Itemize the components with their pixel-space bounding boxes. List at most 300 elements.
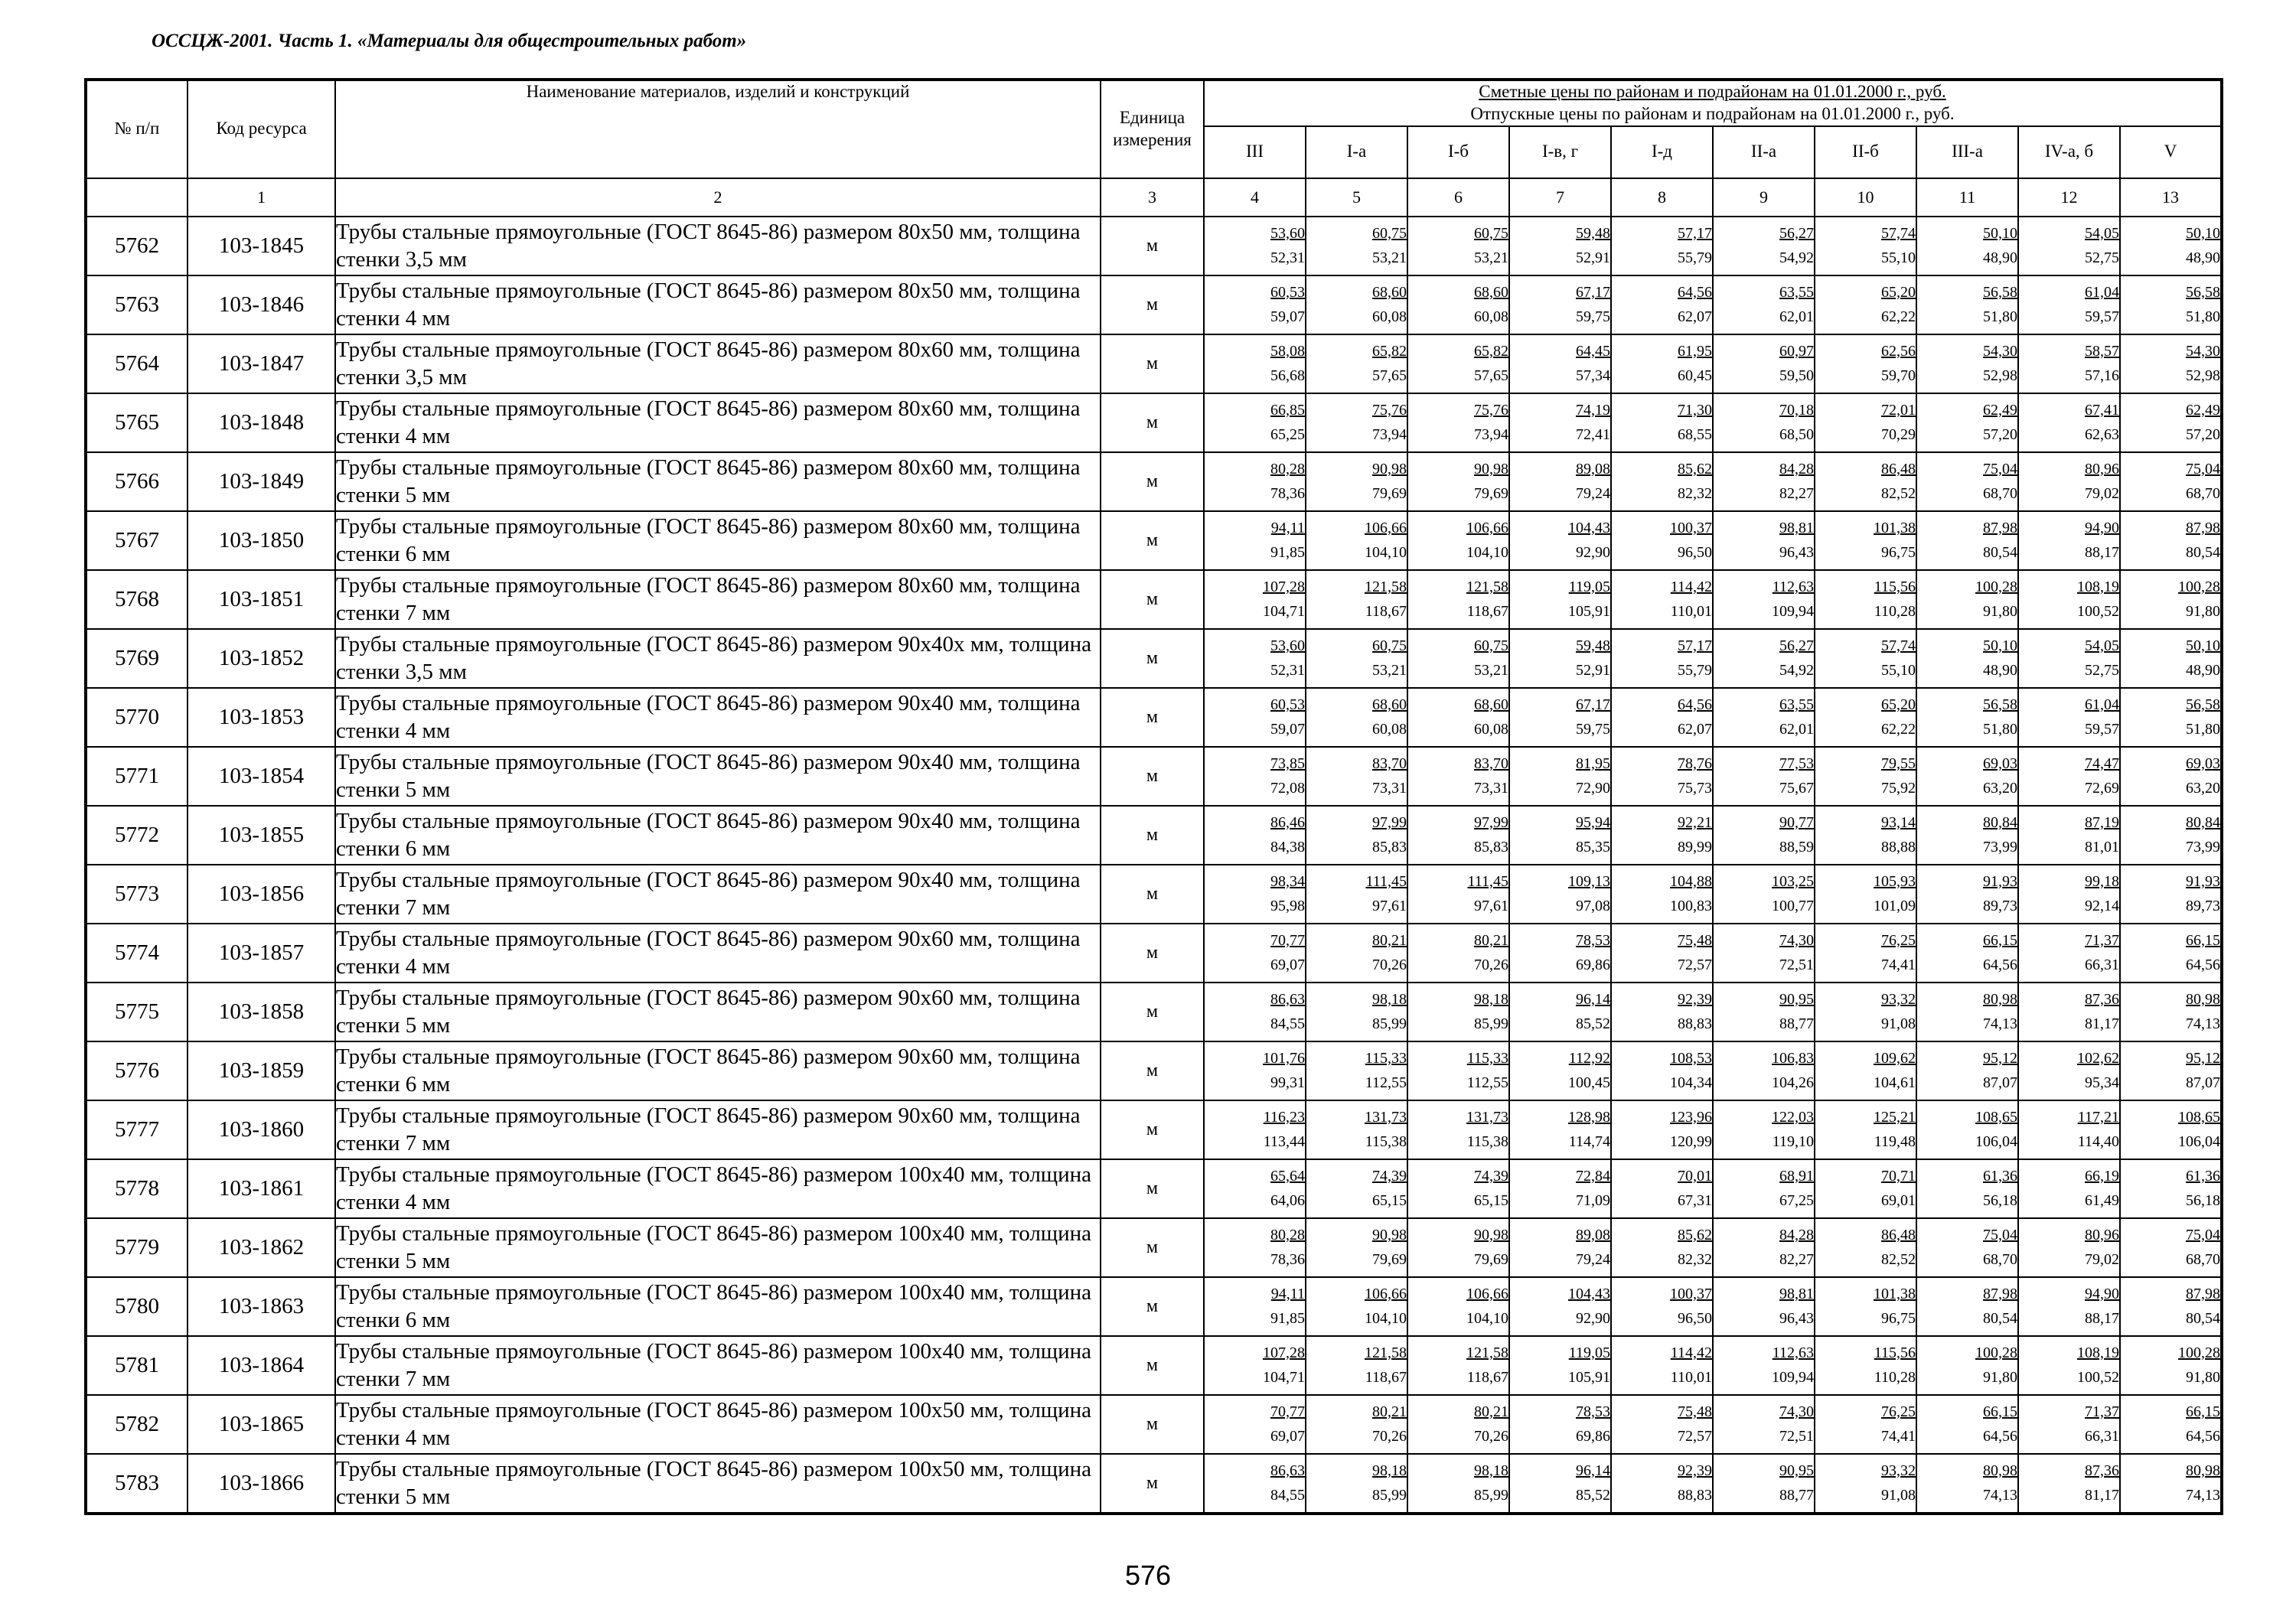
price-cell <box>1407 688 1509 747</box>
release-price: 65,15 <box>1372 1192 1407 1209</box>
resource-code: 103-1846 <box>188 275 335 334</box>
release-price: 106,04 <box>2178 1133 2221 1150</box>
row-number: 5780 <box>86 1277 188 1336</box>
price-cell <box>1815 1159 1916 1218</box>
unit-of-measure: м <box>1101 570 1204 629</box>
release-price: 72,90 <box>1576 780 1610 797</box>
price-cell <box>2018 747 2120 806</box>
estimate-price: 100,28 <box>1975 1344 2017 1361</box>
price-cell <box>1509 688 1611 747</box>
price-cell <box>1306 570 1407 629</box>
price-cell <box>2120 983 2222 1041</box>
estimate-price: 76,25 <box>1881 932 1916 949</box>
estimate-price: 60,75 <box>1474 225 1508 242</box>
estimate-price: 87,98 <box>1983 520 2017 536</box>
release-price: 114,74 <box>1568 1133 1610 1150</box>
release-price: 79,24 <box>1576 485 1610 502</box>
price-cell <box>1815 865 1916 924</box>
unit-of-measure: м <box>1101 806 1204 865</box>
release-price: 82,52 <box>1881 1251 1916 1268</box>
estimate-price: 98,18 <box>1372 1462 1407 1479</box>
estimate-price: 71,37 <box>2085 1403 2119 1420</box>
estimate-price: 96,14 <box>1576 1462 1610 1479</box>
release-price: 100,52 <box>2077 1369 2119 1386</box>
price-cell <box>1713 1159 1815 1218</box>
price-cell <box>2018 393 2120 452</box>
price-cell <box>1306 1395 1407 1454</box>
release-price: 104,26 <box>1772 1074 1814 1091</box>
column-number: 10 <box>1815 178 1916 217</box>
price-cell <box>1509 629 1611 688</box>
release-price: 67,31 <box>1678 1192 1712 1209</box>
material-name: Трубы стальные прямоугольные (ГОСТ 8645-86) размером 90х60 мм, толщина стенки 5 мм <box>335 983 1101 1041</box>
estimate-price: 78,76 <box>1678 755 1712 772</box>
unit-of-measure: м <box>1101 393 1204 452</box>
release-price: 88,88 <box>1881 839 1916 855</box>
price-cell <box>1916 1454 2018 1514</box>
release-price: 114,40 <box>2077 1133 2119 1150</box>
release-price: 67,25 <box>1779 1192 1814 1209</box>
resource-code: 103-1853 <box>188 688 335 747</box>
release-price: 104,10 <box>1466 1310 1508 1327</box>
price-cell <box>1204 334 1306 393</box>
material-name: Трубы стальные прямоугольные (ГОСТ 8645-86) размером 80х60 мм, толщина стенки 5 мм <box>335 452 1101 511</box>
estimate-price: 101,38 <box>1874 1286 1916 1302</box>
estimate-price: 108,65 <box>1975 1109 2017 1126</box>
unit-of-measure: м <box>1101 983 1204 1041</box>
release-price: 110,01 <box>1670 1369 1712 1386</box>
release-price: 100,83 <box>1670 898 1712 914</box>
resource-code: 103-1848 <box>188 393 335 452</box>
release-price: 80,54 <box>2186 544 2221 561</box>
release-price: 65,15 <box>1474 1192 1508 1209</box>
region-header: I-б <box>1407 126 1509 178</box>
estimate-price: 60,53 <box>1270 696 1305 713</box>
release-price: 97,61 <box>1372 898 1407 914</box>
estimate-price: 115,56 <box>1874 578 1916 595</box>
estimate-price: 70,01 <box>1678 1168 1712 1185</box>
price-cell <box>1204 1159 1306 1218</box>
row-number: 5765 <box>86 393 188 452</box>
price-cell <box>2018 1395 2120 1454</box>
release-price: 89,73 <box>2186 898 2221 914</box>
estimate-price: 98,18 <box>1474 991 1508 1008</box>
estimate-price: 67,17 <box>1576 284 1610 301</box>
price-cell <box>1306 1100 1407 1159</box>
price-cell <box>1611 1041 1713 1100</box>
release-price: 85,35 <box>1576 839 1610 855</box>
price-cell <box>1815 511 1916 570</box>
release-price: 72,08 <box>1270 780 1305 797</box>
release-price: 109,94 <box>1772 1369 1814 1386</box>
release-price: 64,56 <box>1983 957 2017 973</box>
release-price: 59,75 <box>1576 721 1610 738</box>
price-cell <box>1713 217 1815 275</box>
release-price: 73,99 <box>2186 839 2221 855</box>
release-price: 85,52 <box>1576 1487 1610 1504</box>
material-name: Трубы стальные прямоугольные (ГОСТ 8645-86) размером 80х50 мм, толщина стенки 4 мм <box>335 275 1101 334</box>
price-cell <box>1407 924 1509 983</box>
estimate-price: 64,56 <box>1678 696 1712 713</box>
release-price: 66,31 <box>2085 1428 2119 1445</box>
release-price: 96,50 <box>1678 1310 1712 1327</box>
price-cell <box>1713 924 1815 983</box>
release-price: 62,01 <box>1779 721 1814 738</box>
price-cell <box>1509 334 1611 393</box>
price-cell <box>1611 1277 1713 1336</box>
header-num: № п/п <box>86 80 188 178</box>
estimate-price: 74,19 <box>1576 402 1610 419</box>
release-price: 74,41 <box>1881 957 1916 973</box>
price-cell <box>1916 1159 2018 1218</box>
price-cell <box>1204 1277 1306 1336</box>
resource-code: 103-1859 <box>188 1041 335 1100</box>
material-name: Трубы стальные прямоугольные (ГОСТ 8645-86) размером 90х60 мм, толщина стенки 7 мм <box>335 1100 1101 1159</box>
row-number: 5771 <box>86 747 188 806</box>
estimate-price: 80,84 <box>1983 814 2017 831</box>
estimate-price: 75,76 <box>1372 402 1407 419</box>
table-row <box>86 217 2222 275</box>
release-price: 62,07 <box>1678 721 1712 738</box>
release-price: 106,04 <box>1975 1133 2017 1150</box>
price-cell <box>1916 334 2018 393</box>
price-cell <box>2120 1041 2222 1100</box>
estimate-price: 56,58 <box>1983 696 2017 713</box>
release-price: 54,92 <box>1779 249 1814 266</box>
release-price: 53,21 <box>1474 249 1508 266</box>
release-price: 69,07 <box>1270 957 1305 973</box>
price-cell <box>1306 1277 1407 1336</box>
price-cell <box>1306 1159 1407 1218</box>
release-price: 81,01 <box>2085 839 2119 855</box>
price-cell <box>1407 1395 1509 1454</box>
release-price: 104,10 <box>1466 544 1508 561</box>
release-price: 91,80 <box>2186 1369 2221 1386</box>
estimate-price: 107,28 <box>1263 578 1305 595</box>
table-row <box>86 983 2222 1041</box>
estimate-price: 79,55 <box>1881 755 1916 772</box>
estimate-price: 62,56 <box>1881 343 1916 360</box>
price-cell <box>2120 1100 2222 1159</box>
price-cell <box>1713 452 1815 511</box>
price-cell <box>1916 511 2018 570</box>
price-cell <box>2018 1277 2120 1336</box>
unit-of-measure: м <box>1101 1159 1204 1218</box>
release-price: 62,22 <box>1881 308 1916 325</box>
release-price: 52,75 <box>2085 249 2119 266</box>
price-cell <box>1407 1041 1509 1100</box>
release-price: 73,94 <box>1474 426 1508 443</box>
release-price: 100,77 <box>1772 898 1814 914</box>
estimate-price: 61,36 <box>2186 1168 2221 1185</box>
price-cell <box>2018 1041 2120 1100</box>
price-cell <box>1407 570 1509 629</box>
estimate-price: 123,96 <box>1670 1109 1712 1126</box>
release-price: 82,27 <box>1779 1251 1814 1268</box>
release-price: 96,43 <box>1779 1310 1814 1327</box>
price-cell <box>2018 1159 2120 1218</box>
release-price: 51,80 <box>2186 721 2221 738</box>
estimate-price: 111,45 <box>1467 873 1508 890</box>
release-price: 57,34 <box>1576 367 1610 384</box>
release-price: 88,83 <box>1678 1015 1712 1032</box>
estimate-price: 112,63 <box>1772 1344 1814 1361</box>
estimate-price: 95,12 <box>2186 1050 2221 1067</box>
price-cell <box>2120 217 2222 275</box>
release-price: 88,77 <box>1779 1015 1814 1032</box>
price-cell <box>2120 570 2222 629</box>
release-price: 68,70 <box>2186 1251 2221 1268</box>
price-cell <box>1509 747 1611 806</box>
price-cell <box>2018 1454 2120 1514</box>
price-cell <box>2120 1454 2222 1514</box>
table-row <box>86 688 2222 747</box>
estimate-price: 128,98 <box>1568 1109 1610 1126</box>
estimate-price: 74,30 <box>1779 932 1814 949</box>
release-price: 53,21 <box>1474 662 1508 679</box>
estimate-price: 75,04 <box>2186 1227 2221 1243</box>
row-number: 5776 <box>86 1041 188 1100</box>
price-cell <box>2120 275 2222 334</box>
material-name: Трубы стальные прямоугольные (ГОСТ 8645-86) размером 90х60 мм, толщина стенки 6 мм <box>335 1041 1101 1100</box>
resource-code: 103-1856 <box>188 865 335 924</box>
header-unit: Единица измерения <box>1101 80 1204 178</box>
price-cell <box>1407 217 1509 275</box>
unit-of-measure: м <box>1101 275 1204 334</box>
release-price: 48,90 <box>2186 249 2221 266</box>
unit-of-measure: м <box>1101 629 1204 688</box>
price-cell <box>1713 1395 1815 1454</box>
estimate-price: 90,95 <box>1779 991 1814 1008</box>
estimate-price: 98,81 <box>1779 1286 1814 1302</box>
price-cell <box>1306 924 1407 983</box>
release-price: 68,70 <box>1983 1251 2017 1268</box>
unit-of-measure: м <box>1101 1041 1204 1100</box>
release-price: 110,28 <box>1874 603 1916 620</box>
release-price: 85,99 <box>1474 1487 1508 1504</box>
price-cell <box>1306 275 1407 334</box>
price-cell <box>1611 1218 1713 1277</box>
price-cell <box>1916 1395 2018 1454</box>
release-price: 79,24 <box>1576 1251 1610 1268</box>
estimate-price: 87,98 <box>2186 520 2221 536</box>
release-price: 71,09 <box>1576 1192 1610 1209</box>
release-price: 119,10 <box>1772 1133 1814 1150</box>
estimate-price: 66,15 <box>2186 1403 2221 1420</box>
release-price: 62,22 <box>1881 721 1916 738</box>
estimate-price: 70,77 <box>1270 932 1305 949</box>
price-cell <box>1509 570 1611 629</box>
estimate-price: 65,20 <box>1881 696 1916 713</box>
release-price: 85,99 <box>1372 1015 1407 1032</box>
release-price: 59,57 <box>2085 721 2119 738</box>
estimate-price: 54,30 <box>1983 343 2017 360</box>
estimate-price: 80,21 <box>1474 1403 1508 1420</box>
resource-code: 103-1851 <box>188 570 335 629</box>
table-row <box>86 511 2222 570</box>
table-row <box>86 393 2222 452</box>
release-price: 72,51 <box>1779 957 1814 973</box>
release-price: 64,56 <box>2186 1428 2221 1445</box>
estimate-price: 53,60 <box>1270 225 1305 242</box>
estimate-price: 70,71 <box>1881 1168 1916 1185</box>
price-cell <box>2120 1218 2222 1277</box>
estimate-price: 108,53 <box>1670 1050 1712 1067</box>
price-cell <box>1916 806 2018 865</box>
release-price: 52,98 <box>1983 367 2017 384</box>
price-cell <box>1916 747 2018 806</box>
release-price: 91,08 <box>1881 1487 1916 1504</box>
release-price: 60,45 <box>1678 367 1712 384</box>
estimate-price: 80,84 <box>2186 814 2221 831</box>
estimate-price: 77,53 <box>1779 755 1814 772</box>
release-price: 60,08 <box>1372 721 1407 738</box>
price-cell <box>1611 865 1713 924</box>
estimate-price: 100,28 <box>1975 578 2017 595</box>
release-price: 70,29 <box>1881 426 1916 443</box>
price-cell <box>1916 1277 2018 1336</box>
table-row <box>86 747 2222 806</box>
release-price: 55,10 <box>1881 249 1916 266</box>
estimate-price: 75,04 <box>1983 1227 2017 1243</box>
price-cell <box>1611 217 1713 275</box>
estimate-price: 65,20 <box>1881 284 1916 301</box>
estimate-price: 71,30 <box>1678 402 1712 419</box>
release-price: 72,69 <box>2085 780 2119 797</box>
release-price: 96,50 <box>1678 544 1712 561</box>
row-number: 5782 <box>86 1395 188 1454</box>
estimate-price: 75,48 <box>1678 1403 1712 1420</box>
release-price: 70,26 <box>1372 1428 1407 1445</box>
row-number: 5764 <box>86 334 188 393</box>
price-cell <box>1713 865 1815 924</box>
price-cell <box>1713 1041 1815 1100</box>
estimate-price: 62,49 <box>1983 402 2017 419</box>
resource-code: 103-1864 <box>188 1336 335 1395</box>
estimate-price: 80,98 <box>1983 991 2017 1008</box>
release-price: 57,65 <box>1372 367 1407 384</box>
price-cell <box>1713 747 1815 806</box>
price-cell <box>1815 1041 1916 1100</box>
unit-of-measure: м <box>1101 217 1204 275</box>
release-price: 74,13 <box>2186 1015 2221 1032</box>
release-price: 101,09 <box>1874 898 1916 914</box>
material-name: Трубы стальные прямоугольные (ГОСТ 8645-86) размером 80х60 мм, толщина стенки 7 мм <box>335 570 1101 629</box>
estimate-price: 106,66 <box>1365 1286 1407 1302</box>
price-cell <box>2018 511 2120 570</box>
release-price: 75,92 <box>1881 780 1916 797</box>
release-price: 56,18 <box>1983 1192 2017 1209</box>
region-header: V <box>2120 126 2222 178</box>
estimate-price: 80,98 <box>2186 991 2221 1008</box>
price-cell <box>1407 865 1509 924</box>
release-price: 70,26 <box>1474 957 1508 973</box>
release-price: 112,55 <box>1466 1074 1508 1091</box>
release-price: 57,20 <box>2186 426 2221 443</box>
estimate-price: 106,66 <box>1466 520 1508 536</box>
estimate-price: 93,32 <box>1881 991 1916 1008</box>
price-cell <box>1204 924 1306 983</box>
estimate-price: 68,60 <box>1372 284 1407 301</box>
price-cell <box>2120 865 2222 924</box>
estimate-price: 93,32 <box>1881 1462 1916 1479</box>
estimate-price: 56,58 <box>1983 284 2017 301</box>
estimate-price: 87,98 <box>2186 1286 2221 1302</box>
price-cell <box>1815 688 1916 747</box>
resource-code: 103-1865 <box>188 1395 335 1454</box>
price-cell <box>1611 1159 1713 1218</box>
estimate-price: 89,08 <box>1576 1227 1610 1243</box>
release-price: 96,75 <box>1881 544 1916 561</box>
release-price: 89,99 <box>1678 839 1712 855</box>
price-cell <box>1306 629 1407 688</box>
estimate-price: 80,21 <box>1372 1403 1407 1420</box>
price-cell <box>1611 452 1713 511</box>
estimate-price: 86,46 <box>1270 814 1305 831</box>
estimate-price: 109,13 <box>1568 873 1610 890</box>
resource-code: 103-1845 <box>188 217 335 275</box>
estimate-price: 54,05 <box>2085 225 2119 242</box>
row-number: 5766 <box>86 452 188 511</box>
release-price: 75,73 <box>1678 780 1712 797</box>
price-cell <box>1306 452 1407 511</box>
release-price: 80,54 <box>1983 544 2017 561</box>
price-cell <box>2120 393 2222 452</box>
release-price: 52,31 <box>1270 249 1305 266</box>
price-cell <box>2120 511 2222 570</box>
price-cell <box>1916 452 2018 511</box>
price-cell <box>2018 629 2120 688</box>
estimate-price: 92,39 <box>1678 991 1712 1008</box>
release-price: 79,69 <box>1372 1251 1407 1268</box>
estimate-price: 64,45 <box>1576 343 1610 360</box>
estimate-price: 56,27 <box>1779 637 1814 654</box>
row-number: 5772 <box>86 806 188 865</box>
unit-of-measure: м <box>1101 1395 1204 1454</box>
price-cell <box>1611 1336 1713 1395</box>
unit-of-measure: м <box>1101 1277 1204 1336</box>
price-cell <box>1204 452 1306 511</box>
price-cell <box>1916 1100 2018 1159</box>
release-price: 104,71 <box>1263 603 1305 620</box>
release-price: 57,16 <box>2085 367 2119 384</box>
release-price: 80,54 <box>1983 1310 2017 1327</box>
row-number: 5770 <box>86 688 188 747</box>
release-price: 60,08 <box>1474 308 1508 325</box>
estimate-price: 109,62 <box>1874 1050 1916 1067</box>
release-price: 79,02 <box>2085 1251 2119 1268</box>
release-price: 96,75 <box>1881 1310 1916 1327</box>
estimate-price: 76,25 <box>1881 1403 1916 1420</box>
release-price: 55,79 <box>1678 249 1712 266</box>
price-cell <box>1509 924 1611 983</box>
release-price: 54,92 <box>1779 662 1814 679</box>
resource-code: 103-1855 <box>188 806 335 865</box>
release-price: 115,38 <box>1365 1133 1407 1150</box>
estimate-price: 94,90 <box>2085 520 2119 536</box>
estimate-price: 90,98 <box>1372 1227 1407 1243</box>
price-cell <box>1509 1395 1611 1454</box>
estimate-price: 60,97 <box>1779 343 1814 360</box>
estimate-price: 108,19 <box>2077 578 2119 595</box>
release-price: 104,10 <box>1365 544 1407 561</box>
column-number: 1 <box>188 178 335 217</box>
estimate-price: 101,38 <box>1874 520 1916 536</box>
estimate-price: 56,27 <box>1779 225 1814 242</box>
release-price: 104,61 <box>1874 1074 1916 1091</box>
material-name: Трубы стальные прямоугольные (ГОСТ 8645-86) размером 80х60 мм, толщина стенки 3,5 мм <box>335 334 1101 393</box>
estimate-price: 80,21 <box>1474 932 1508 949</box>
